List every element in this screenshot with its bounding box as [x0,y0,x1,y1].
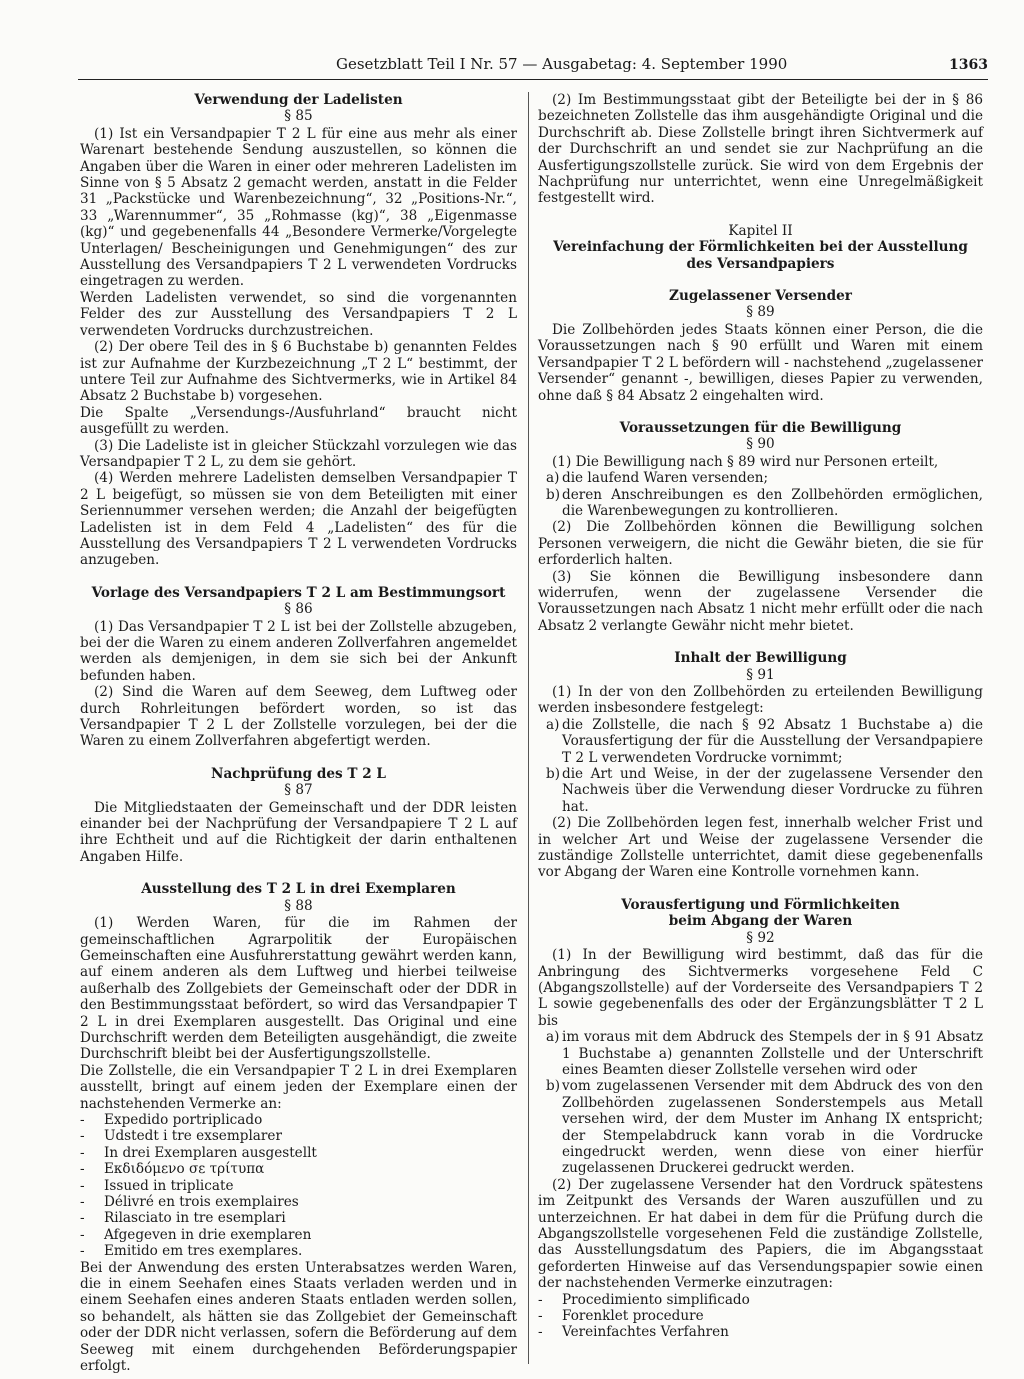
page-number: 1363 [949,57,988,73]
section-heading: Zugelassener Versender [669,288,852,305]
list-item-text: die Art und Weise, in der der zugelassene Versender den Nachweis über die Verwendung dieser Vordrucke zu führen hat. [562,766,983,815]
spacer [538,404,983,420]
vermerk-text: Afgegeven in drie exemplaren [104,1226,312,1243]
list-item: b) vom zugelassenen Versender mit dem Abdruck des von den Zollbehörden zugelassenen Sonderstempels aus Metall versehen wird, der dem Muster im Anhang IX entspricht; der Stempelabdruck kann vorab in die Vordrucke eingedruckt werden, wenn diese von einer hierfür zugelassenen Druckerei gedruckt werden. [546,1078,983,1177]
paragraph-number: § 85 [284,108,313,125]
vermerk-text: Εκδιδόμενο σε τρίτυπα [104,1161,265,1178]
list-item-text: deren Anschreibungen es den Zollbehörden ermöglichen, die Warenbewegungen zu kontrollieren. [562,486,983,519]
list-item-text: die Zollstelle, die nach § 92 Absatz 1 Buchstabe a) die Vorausfertigung der für die Ausstellung der Versandpapiere T 2 L verwendeten Vordrucke vornimmt; [562,716,983,766]
list-item: a) die Zollstelle, die nach § 92 Absatz 1 Buchstabe a) die Vorausfertigung der für die Ausstellung der Versandpapiere T 2 L verwendeten Vordrucke vornimmt; [546,716,983,766]
paragraph-number: § 87 [284,782,313,799]
right-column [538,92,983,1341]
paragraph: Bei der Anwendung des ersten Unterabsatzes werden Waren, die in einem Seehafen eines Staats verladen werden und in einem Seehafen eines anderen Staats entladen werden sollen, so behandelt, als hätten sie das Zollgebiet der Gemeinschaft oder der DDR nicht verlassen, sofern die Beförderung auf dem Seeweg mit einem durchgehenden Beförderungspapier erfolgt. [80,1259,517,1375]
paragraph-number: § 86 [284,601,313,618]
list-item: a) im voraus mit dem Abdruck des Stempels der in § 91 Absatz 1 Buchstabe a) genannten Zollstelle und der Unterschrift eines Beamten dieser Zollstelle versehen wird oder [546,1029,983,1078]
list-item: - Εκδιδόμενο σε τρίτυπα [80,1161,517,1177]
left-column [80,92,517,1374]
paragraph: (3) Sie können die Bewilligung insbesondere dann widerrufen, wenn der zugelassene Versender die Voraussetzungen nach Absatz 1 nicht mehr erfüllt oder die nach Absatz 2 verlangte Gewähr nicht mehr bietet. [538,568,983,634]
list-item: a) die laufend Waren versenden; [538,470,983,486]
list-item: - In drei Exemplaren ausgestellt [80,1145,517,1161]
list-item-text: die laufend Waren versenden; [562,470,769,487]
list-item: b) die Art und Weise, in der der zugelassene Versender den Nachweis über die Verwendung dieser Vordrucke zu führen hat. [546,766,983,815]
paragraph-number: § 89 [746,304,775,321]
list-item: - Emitido em tres exemplares. [80,1243,517,1259]
paragraph: (1) Das Versandpapier T 2 L ist bei der Zollstelle abzugeben, bei der die Waren zu einem anderen Zollverfahren angemeldet werden als demjenigen, in dem sie sich bei der Ankunft befunden haben. [80,618,517,684]
vermerk-text: Délivré en trois exemplaires [104,1194,299,1210]
chapter-label: Kapitel II [728,222,793,239]
spacer [80,569,517,585]
paragraph: Die Zollstelle, die ein Versandpapier T 2 L in drei Exemplaren ausstellt, bringt auf einem jeden der Exemplare einen der nachstehenden Vermerke an: [80,1062,517,1112]
list-item: b) deren Anschreibungen es den Zollbehörden ermöglichen, die Warenbewegungen zu kontrollieren. [546,486,983,519]
paragraph: Die Spalte „Versendungs-/Ausfuhrland“ braucht nicht ausgefüllt zu werden. [80,404,517,438]
chapter-title: Vereinfachung der Förmlichkeiten bei der Ausstellung [553,239,968,256]
list-item: - Afgegeven in drie exemplaren [80,1227,517,1243]
list-item: - Procedimiento simplificado [538,1292,983,1308]
paragraph-number: § 92 [746,929,775,946]
section-heading: Inhalt der Bewilligung [674,650,847,667]
spacer [80,865,517,881]
spacer [538,272,983,288]
list-item: - Forenklet procedure [538,1308,983,1324]
paragraph-number: § 90 [746,436,775,453]
paragraph: (1) In der Bewilligung wird bestimmt, daß das für die Anbringung des Sichtvermerks vorgesehene Feld C (Abgangszollstelle) auf der Vorderseite des Versandpapiers T 2 L sowie gegebenenfalls des oder der Ergänzungsblätter T 2 L bis [538,947,983,1029]
list-item: - Issued in triplicate [80,1178,517,1194]
section-heading: Vorausfertigung und Förmlichkeiten [621,896,900,913]
paragraph-number: § 88 [284,897,313,914]
section-heading: Vorlage des Versandpapiers T 2 L am Bestimmungsort [91,584,506,601]
list-item: - Vereinfachtes Verfahren [538,1324,983,1340]
paragraph-number: § 91 [746,666,775,683]
paragraph: (1) Ist ein Versandpapier T 2 L für eine aus mehr als einer Warenart bestehende Sendung auszustellen, so können die Angaben über die Waren in einer oder mehreren Ladelisten im Sinne von § 5 Absatz 2 gemacht werden, anstatt in die Felder 31 „Packstücke und Warenbezeichnung“, 32 „Positions-Nr.“, 33 „Warennummer“, 35 „Rohmasse (kg)“, 38 „Eigenmasse (kg)“ und gegebenenfalls 44 „Besondere Vermerke/Vorgelegte Unterlagen/ Bescheinigungen und Genehmigungen“ des zur Ausstellung des Versandpapiers T 2 L verwendeten Vordrucks eingetragen zu werden. [80,125,517,290]
vermerk-text: Procedimiento simplificado [562,1291,750,1308]
paragraph: Die Zollbehörden jedes Staats können einer Person, die die Voraussetzungen nach § 90 erfüllt und Waren mit einem Versandpapier T 2 L befördern will - nachstehend „zugelassener Versender“ genannt -, bewilligen, dieses Papier zu verwenden, ohne daß § 84 Absatz 2 eingehalten wird. [538,321,983,404]
chapter-title: des Versandpapiers [686,255,835,272]
paragraph: (2) Der obere Teil des in § 6 Buchstabe b) genannten Feldes ist zur Aufnahme der Kurzbezeichnung „T 2 L“ bestimmt, der untere Teil zur Aufnahme des Sichtvermerks, wie in Artikel 84 Absatz 2 Buchstabe b) vorgesehen. [80,339,517,405]
vermerk-text: In drei Exemplaren ausgestellt [104,1144,317,1161]
vermerk-text: Emitido em tres exemplares. [104,1243,303,1260]
list-item: - Udstedt i tre exsemplarer [80,1128,517,1144]
spacer [538,881,983,897]
list-item-text: vom zugelassenen Versender mit dem Abdruck des von den Zollbehörden zugelassenen Sonderstempels aus Metall versehen wird, der dem Muster im Anhang IX entspricht; der Stempelabdruck kann vorab in die Vordrucke eingedruckt werden, wenn diese von einer hierfür zugelassenen Druckerei gedruckt werden. [562,1078,983,1177]
vermerk-text: Expedido portriplicado [104,1111,263,1128]
vermerk-text: Forenklet procedure [562,1308,704,1325]
spacer [538,207,983,223]
column-divider [528,92,529,1364]
section-heading: Nachprüfung des T 2 L [211,765,386,782]
paragraph: (1) Die Bewilligung nach § 89 wird nur Personen erteilt, [552,453,939,470]
spacer [80,750,517,766]
paragraph: (1) Werden Waren, für die im Rahmen der gemeinschaftlichen Agrarpolitik der Europäischen Gemeinschaften eine Ausfuhrerstattung gewährt werden kann, auf einem anderen als dem Luftweg und hierbei teilweise außerhalb des Zollgebiets der Gemeinschaft oder der DDR in den Bestimmungsstaat befördert, so wird das Versandpapier T 2 L in drei Exemplaren ausgestellt. Das Original und eine Durchschrift werden dem Beteiligten ausgehändigt, die zweite Durchschrift bleibt bei der Ausfertigungszollstelle. [80,915,517,1063]
paragraph: (2) Die Zollbehörden können die Bewilligung solchen Personen verweigern, die nicht die Gewähr bieten, die sie für erforderlich halten. [538,519,983,569]
list-item: - Rilasciato in tre esemplari [80,1210,517,1226]
paragraph: (1) In der von den Zollbehörden zu erteilenden Bewilligung werden insbesondere festgelegt: [538,684,983,717]
paragraph: (2) Der zugelassene Versender hat den Vordruck spätestens im Zeitpunkt des Versands der Waren auszufüllen und zu unterzeichnen. Er hat dabei in dem für die Prüfung durch die Abgangszollstelle vorgesehenen Feld die zuständige Zollstelle, das Ausstellungsdatum des Papiers, die im Abgangsstaat geforderten Hinweise auf das Versendungspapier sowie einen der nachstehenden Vermerke einzutragen: [538,1176,983,1292]
list-item: - Expedido portriplicado [80,1112,517,1128]
paragraph: (2) Im Bestimmungsstaat gibt der Beteiligte bei der in § 86 bezeichneten Zollstelle das ihm ausgehändigte Original und die Durchschrift ab. Diese Zollstelle bringt ihren Sichtvermerk auf der Durchschrift an und sendet sie zur Nachprüfung an die Ausfertigungszollstelle zurück. Sie wird von dem Ergebnis der Nachprüfung nur unterrichtet, wenn eine Unregelmäßigkeit festgestellt wird. [538,92,983,207]
paragraph: Werden Ladelisten verwendet, so sind die vorgenannten Felder des zur Ausstellung des Versandpapiers T 2 L verwendeten Vordrucks durchzustreichen. [80,289,517,339]
vermerk-text: Issued in triplicate [104,1177,234,1194]
vermerk-text: Rilasciato in tre esemplari [104,1210,286,1227]
header-title: Gesetzblatt Teil I Nr. 57 — Ausgabetag: 4. September 1990 [336,55,788,73]
spacer [538,634,983,650]
page-header [78,55,988,80]
paragraph: (4) Werden mehrere Ladelisten demselben Versandpapier T 2 L beigefügt, so müssen sie von dem Beteiligten mit einer Seriennummer versehen werden; die Anzahl der beigefügten Ladelisten ist in dem Feld 4 „Ladelisten“ des für die Ausstellung des Versandpapiers T 2 L verwendeten Vordrucks anzugeben. [80,470,517,569]
section-heading: Ausstellung des T 2 L in drei Exemplaren [141,881,456,898]
vermerk-text: Udstedt i tre exsemplarer [104,1128,282,1145]
section-heading: beim Abgang der Waren [668,913,853,930]
section-heading: Voraussetzungen für die Bewilligung [619,419,902,436]
paragraph: (2) Sind die Waren auf dem Seeweg, dem Luftweg oder durch Rohrleitungen befördert worden, so ist das Versandpapier T 2 L der Zollstelle vorzulegen, bei der die Waren zu einem Zollverfahren abgefertigt werden. [80,684,517,750]
list-item-text: im voraus mit dem Abdruck des Stempels der in § 91 Absatz 1 Buchstabe a) genannten Zollstelle und der Unterschrift eines Beamten dieser Zollstelle versehen wird oder [562,1029,983,1078]
section-heading: Verwendung der Ladelisten [194,92,403,108]
paragraph: Die Mitgliedstaaten der Gemeinschaft und der DDR leisten einander bei der Nachprüfung der Versandpapiere T 2 L auf ihre Echtheit und auf die Richtigkeit der darin enthaltenen Angaben Hilfe. [80,799,517,865]
vermerk-text: Vereinfachtes Verfahren [562,1324,729,1341]
list-item: - Délivré en trois exemplaires [80,1194,517,1210]
paragraph: (2) Die Zollbehörden legen fest, innerhalb welcher Frist und in welcher Art und Weise der zugelassene Versender die zuständige Zollstelle unterrichtet, damit diese gegebenenfalls vor Abgang der Waren eine Kontrolle vornehmen kann. [538,815,983,881]
paragraph: (3) Die Ladeliste ist in gleicher Stückzahl vorzulegen wie das Versandpapier T 2 L, zu dem sie gehört. [80,437,517,470]
